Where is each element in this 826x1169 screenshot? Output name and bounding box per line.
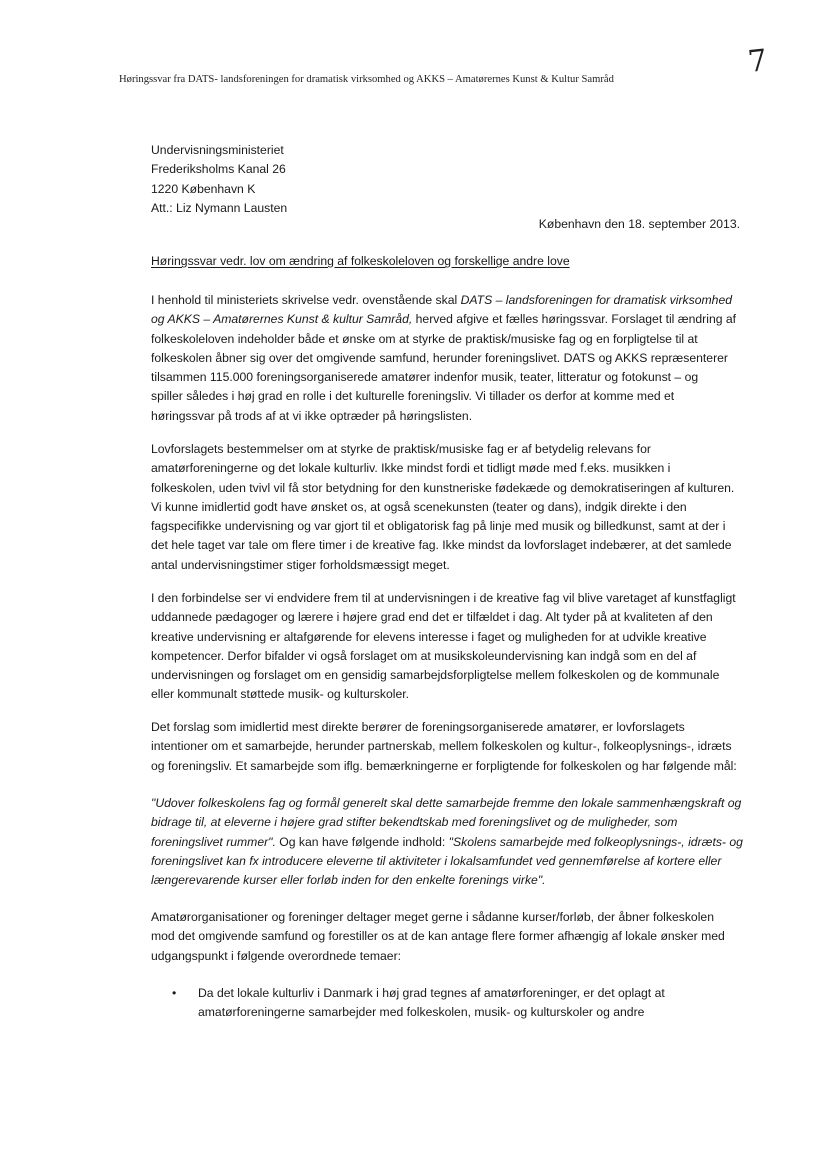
- quote-text: længerevarende kurser eller forløb inden for den enkelte forenings virke".: [151, 873, 546, 888]
- paragraph-line: intentioner om et samarbejde, herunder partnerskab, mellem folkeskolen og kultur-, folkeoplysnings-, idræts: [151, 739, 732, 754]
- paragraph-line: fagspecifikke undervisning og var gjort til et obligatorisk fag på linje med musik og billedkunst, samt at der i: [151, 519, 726, 534]
- paragraph-line: folkeskolen, uden tvivl vil få stor betydning for den kunstneriske fødekæde og demokratiseringen af kulturen.: [151, 480, 735, 495]
- text-run: I henhold til ministeriets skrivelse vedr. ovenstående skal: [151, 293, 461, 307]
- paragraph-line: I den forbindelse ser vi endvidere frem til at undervisningen i de kreative fag vil blive varetaget af kunstfagligt: [151, 591, 736, 605]
- paragraph-line: og foreningsliv. Et samarbejde som iflg. bemærkningerne er forpligtende for folkeskolen og har følgende mål:: [151, 758, 737, 773]
- paragraph-line: [151, 794, 751, 813]
- paragraph-line: Amatørorganisationer og foreninger deltager meget gerne i sådanne kurser/forløb, der åbner folkeskolen: [151, 910, 714, 924]
- paragraph-line: amatørforeningerne og det lokale kulturliv. Ikke mindst fordi et tidligt møde med f.eks. musikken i: [151, 461, 671, 476]
- paragraph-line: tilsammen 115.000 foreningsorganiserede amatører indenfor musik, teater, litteratur og fotokunst – og: [151, 370, 699, 385]
- document-header: Høringssvar fra DATS- landsforeningen for dramatisk virksomhed og AKKS – Amatørernes Kunst & Kultur Samråd: [119, 74, 614, 85]
- letter-subject: Høringssvar vedr. lov om ændring af folkeskoleloven og forskellige andre love: [151, 254, 570, 268]
- paragraph-line: folkeskoleloven indeholder både et ønske om at styrke de praktisk/musiske fag og en forpligtelse til at: [151, 331, 698, 346]
- quote-text: "Skolens samarbejde med folkeoplysnings-, idræts- og: [448, 834, 743, 849]
- paragraph-line: [151, 310, 751, 329]
- paragraph-line: [151, 833, 751, 852]
- paragraph-creative-subjects: [151, 440, 751, 575]
- address-line: Undervisningsministeriet: [151, 143, 284, 157]
- paragraph-line: amatørforeningerne samarbejder med folkeskolen, musik- og kulturskoler og andre: [198, 1005, 645, 1020]
- quote-text: foreningslivet kan fx introducere eleverne til aktiviteter i lokalsamfundet ved gennemførelse af kortere eller: [151, 853, 722, 868]
- quote-text: foreningslivet rummer".: [151, 834, 276, 849]
- paragraph-cooperation: [151, 718, 751, 776]
- handwritten-page-number: 7: [746, 43, 769, 80]
- quote-text: "Udover folkeskolens fag og formål generelt skal dette samarbejde fremme den lokale sammenhængskraft og: [151, 796, 742, 810]
- paragraph-organisations: [151, 908, 751, 966]
- paragraph-line: folkeskolen åbner sig over det omgivende samfund, herunder foreningslivet. DATS og AKKS repræsenterer: [151, 350, 728, 365]
- paragraph-teaching-quality: [151, 589, 751, 705]
- letter-date: København den 18. september 2013.: [538, 217, 740, 231]
- paragraph-line: [151, 852, 751, 871]
- organization-name: og AKKS – Amatørernes Kunst & kultur Samråd,: [151, 312, 413, 327]
- paragraph-line: antal undervisningstimer stiger forholdsmæssigt meget.: [151, 557, 450, 572]
- address-line: 1220 København K: [151, 181, 256, 196]
- paragraph-line: høringssvar på trods af at vi ikke optræder på høringslisten.: [151, 408, 473, 423]
- address-line: Frederiksholms Kanal 26: [151, 162, 286, 177]
- paragraph-line: det hele taget var tale om flere timer i de kreative fag. Ikke mindst da lovforslaget indebærer, at det samlede: [151, 538, 732, 553]
- paragraph-quote: [151, 794, 751, 890]
- paragraph-line: Det forslag som imidlertid mest direkte berører de foreningsorganiserede amatører, er lovforslagets: [151, 720, 685, 734]
- paragraph-line: kompetencer. Derfor bifalder vi også forslaget om at musikskoleundervisning kan indgå som en del af: [151, 648, 697, 663]
- paragraph-line: udgangspunkt i følgende overordnede temaer:: [151, 948, 402, 963]
- text-run: Og kan have følgende indhold:: [275, 834, 449, 849]
- text-run: herved afgive et fælles høringssvar. Forslaget til ændring af: [412, 312, 737, 327]
- quote-text: bidrage til, at eleverne i højere grad stifter bekendtskab med foreningslivet og de muligheder, som: [151, 815, 678, 830]
- paragraph-line: Da det lokale kulturliv i Danmark i høj grad tegnes af amatørforeninger, er det oplagt at: [198, 986, 665, 1000]
- paragraph-line: mod det omgivende samfund og forestiller os at de kan antage flere former afhængig af lokale ønsker med: [151, 929, 725, 944]
- paragraph-line: [151, 871, 751, 890]
- paragraph-line: uddannede pædagoger og lærere i højere grad end det er tilfældet i dag. Alt tyder på at kvaliteten af den: [151, 610, 713, 625]
- paragraph-line: eller kommunalt støttede musik- og kulturskoler.: [151, 687, 410, 702]
- paragraph-line: Vi kunne imidlertid godt have ønsket os, at også scenekunsten (teater og dans), indgik direkte i den: [151, 499, 687, 514]
- recipient-address: [151, 141, 287, 218]
- paragraph-line: undervisningen og forslaget om en gensidig samarbejdsforpligtelse mellem folkeskolen og de kommunale: [151, 668, 720, 683]
- organization-name: DATS – landsforeningen for dramatisk virksomhed: [460, 293, 732, 307]
- paragraph-line: Lovforslagets bestemmelser om at styrke de praktisk/musiske fag er af betydelig relevans for: [151, 442, 651, 456]
- paragraph-intro: [151, 291, 751, 426]
- paragraph-line: spiller således i høj grad en rolle i det kulturelle foreningsliv. Vi tillader os derfor at komme med et: [151, 389, 675, 404]
- bullet-text: [198, 984, 665, 1023]
- paragraph-line: [151, 813, 751, 832]
- bullet-icon: •: [172, 986, 177, 1000]
- paragraph-line: [151, 291, 751, 310]
- paragraph-line: kreative undervisning er altafgørende for elevens interesse i faget og muligheden for at udvikle kreative: [151, 629, 707, 644]
- address-line: Att.: Liz Nymann Lausten: [151, 200, 288, 215]
